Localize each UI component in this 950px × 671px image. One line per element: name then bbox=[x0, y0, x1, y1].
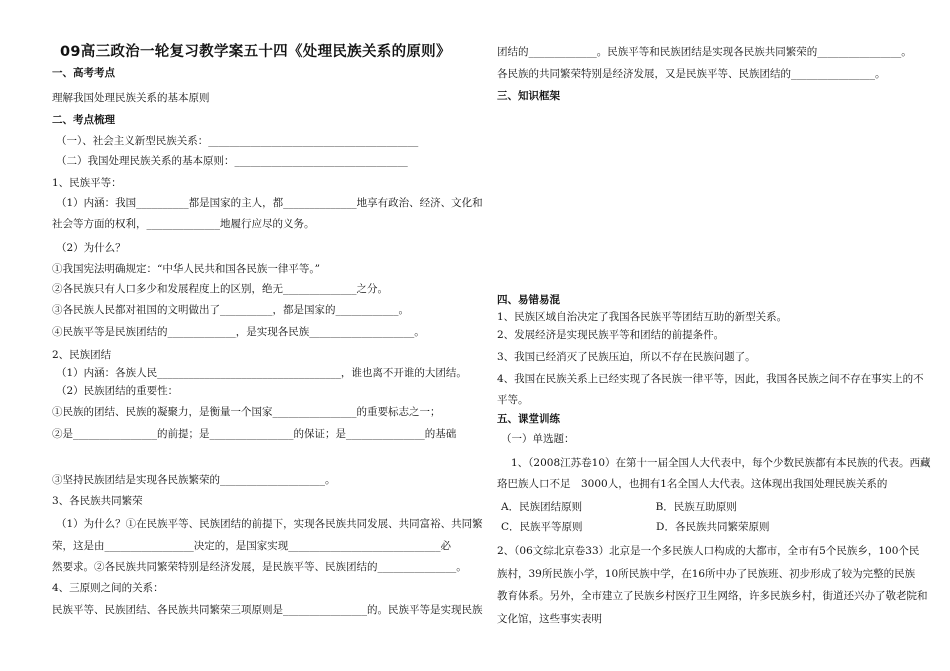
left-line: 2、民族团结 bbox=[52, 349, 112, 361]
right-line: 1、民族区域自治决定了我国各民族平等团结互助的新型关系。 bbox=[497, 311, 788, 323]
right-line: 2、发展经济是实现民族平等和团结的前提条件。 bbox=[497, 329, 725, 341]
left-heading: 一、高考考点 bbox=[52, 67, 115, 79]
right-line: （一）单选题： bbox=[501, 433, 575, 445]
left-line: 荣，这是由_________________决定的，是国家实现_____________________________必 bbox=[52, 540, 451, 552]
left-line: 理解我国处理民族关系的基本原则 bbox=[52, 92, 210, 104]
right-line: 各民族的共同繁荣特别是经济发展，又是民族平等、民族团结的________________。 bbox=[497, 68, 886, 80]
left-line: ③各民族人民都对祖国的文明做出了__________，都是国家的____________。 bbox=[52, 304, 409, 316]
left-line: （2）民族团结的重要性： bbox=[56, 385, 179, 397]
left-line: ③坚持民族团结是实现各民族繁荣的____________________。 bbox=[52, 474, 336, 486]
left-line: （1）内涵：我国__________都是国家的主人，都______________地享有政治、经济、文化和 bbox=[56, 197, 483, 209]
right-line: C．民族平等原则 D．各民族共同繁荣原则 bbox=[501, 521, 770, 533]
right-heading: 五、课堂训练 bbox=[497, 413, 560, 425]
left-line: 民族平等、民族团结、各民族共同繁荣三项原则是________________的。民族平等是实现民族 bbox=[52, 604, 483, 616]
right-line: 教育体系。另外，全市建立了民族乡村医疗卫生网络，许多民族乡村，街道还兴办了敬老院和 bbox=[497, 590, 928, 602]
left-line: ①民族的团结、民族的凝聚力，是衡量一个国家________________的重要标志之一； bbox=[52, 406, 441, 418]
left-line: ②是________________的前提；是________________的保证；是_______________的基础 bbox=[52, 428, 457, 440]
left-line: 4、三原则之间的关系： bbox=[52, 582, 164, 594]
left-line: （1）内涵：各族人民___________________________________，谁也离不开谁的大团结。 bbox=[56, 367, 467, 379]
left-line: ④民族平等是民族团结的_____________，是实现各民族____________________。 bbox=[52, 326, 425, 338]
right-heading: 三、知识框架 bbox=[497, 90, 560, 102]
right-line: 4、我国在民族关系上已经实现了各民族一律平等，因此，我国各民族之间不存在事实上的不 bbox=[497, 373, 924, 385]
left-line: ①我国宪法明确规定：“中华人民共和国各民族一律平等。” bbox=[52, 263, 320, 275]
left-heading: 二、考点梳理 bbox=[52, 114, 115, 126]
document-title: 09高三政治一轮复习教学案五十四《处理民族关系的原则》 bbox=[60, 44, 451, 60]
right-heading: 四、易错易混 bbox=[497, 294, 560, 306]
left-line: （二）我国处理民族关系的基本原则：_________________________________ bbox=[56, 155, 408, 167]
right-line: 珞巴族人口不足 3000人，也拥有1名全国人大代表。这体现出我国处理民族关系的 bbox=[497, 478, 888, 490]
left-line: 3、各民族共同繁荣 bbox=[52, 495, 143, 507]
right-line: 3、我国已经消灭了民族压迫，所以不存在民族问题了。 bbox=[497, 351, 756, 363]
left-line: （1）为什么？①在民族平等、民族团结的前提下，实现各民族共同发展、共同富裕、共同繁 bbox=[56, 518, 483, 530]
right-line: 2、（06文综北京卷33）北京是一个多民族人口构成的大都市，全市有5个民族乡，100个民 bbox=[497, 545, 920, 557]
right-line: 族村，39所民族小学，10所民族中学，在16所中办了民族班、初步形成了较为完整的民族 bbox=[497, 568, 916, 580]
left-line: ②各民族只有人口多少和发展程度上的区别，绝无______________之分。 bbox=[52, 283, 388, 295]
right-line: 平等。 bbox=[497, 394, 529, 406]
left-line: 1、民族平等： bbox=[52, 177, 122, 189]
left-line: 然要求。②各民族共同繁荣特别是经济发展，是民族平等、民族团结的_______________。 bbox=[52, 561, 467, 573]
left-line: （2）为什么？ bbox=[56, 242, 126, 254]
right-line: A．民族团结原则 B．民族互助原则 bbox=[501, 501, 737, 513]
right-line: 1、（2008江苏卷10）在第十一届全国人大代表中，每个少数民族都有本民族的代表。西藏 bbox=[511, 457, 931, 469]
right-line: 团结的_____________。民族平等和民族团结是实现各民族共同繁荣的________________。 bbox=[497, 46, 912, 58]
right-line: 文化馆，这些事实表明 bbox=[497, 613, 602, 625]
left-line: 社会等方面的权利，______________地履行应尽的义务。 bbox=[52, 218, 315, 230]
left-line: （一）、社会主义新型民族关系：________________________________________ bbox=[56, 135, 419, 147]
